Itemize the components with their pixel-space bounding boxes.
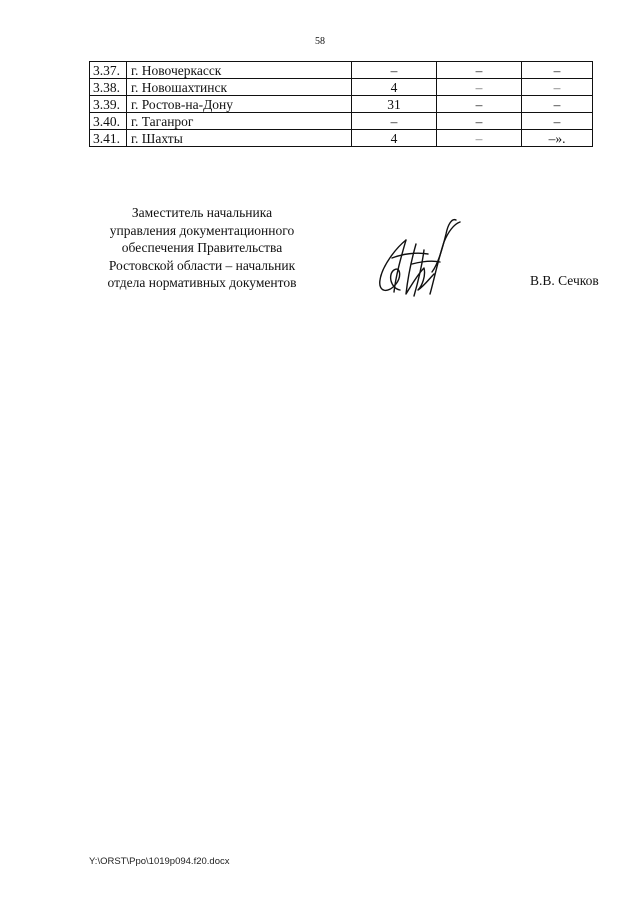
value-cell-3: –: [522, 113, 593, 130]
table-row: [90, 113, 593, 130]
value-cell-2: –: [437, 130, 522, 147]
value-cell-2: –: [437, 113, 522, 130]
table-row: [90, 130, 593, 147]
signer-name: В.В. Сечков: [530, 273, 599, 288]
row-number-cell: 3.41.: [90, 130, 127, 147]
position-line: обеспечения Правительства: [121, 240, 283, 255]
city-name-cell: г. Таганрог: [127, 113, 352, 130]
city-name-cell: г. Ростов-на-Дону: [127, 96, 352, 113]
value-cell-1: –: [352, 113, 437, 130]
position-line: управления документационного: [109, 222, 295, 238]
handwritten-signature: [372, 214, 468, 300]
row-number-cell: 3.37.: [90, 62, 127, 79]
value-cell-1: 31: [352, 96, 437, 113]
page-number: 58: [315, 36, 325, 47]
value-cell-3: –».: [522, 130, 593, 147]
value-cell-1: –: [352, 62, 437, 79]
row-number-cell: 3.38.: [90, 79, 127, 96]
city-name-cell: г. Шахты: [127, 130, 352, 147]
row-number-cell: 3.39.: [90, 96, 127, 113]
value-cell-2: –: [437, 62, 522, 79]
value-cell-1: 4: [352, 79, 437, 96]
city-name-cell: г. Новочеркасск: [127, 62, 352, 79]
signer-position: [80, 204, 324, 292]
value-cell-2: –: [437, 96, 522, 113]
footer-file-path: Y:\ORST\Ppo\1019p094.f20.docx: [89, 856, 230, 867]
data-table: [89, 61, 593, 147]
city-name-cell: г. Новошахтинск: [127, 79, 352, 96]
position-line: Ростовской области – начальник: [108, 257, 296, 273]
value-cell-3: –: [522, 62, 593, 79]
position-line: Заместитель начальника: [131, 205, 273, 220]
position-line: отдела нормативных документов: [107, 275, 297, 290]
row-number-cell: 3.40.: [90, 113, 127, 130]
value-cell-3: –: [522, 96, 593, 113]
table-row: [90, 79, 593, 96]
value-cell-1: 4: [352, 130, 437, 147]
value-cell-2: –: [437, 79, 522, 96]
table-row: [90, 96, 593, 113]
value-cell-3: –: [522, 79, 593, 96]
table-row: [90, 62, 593, 79]
